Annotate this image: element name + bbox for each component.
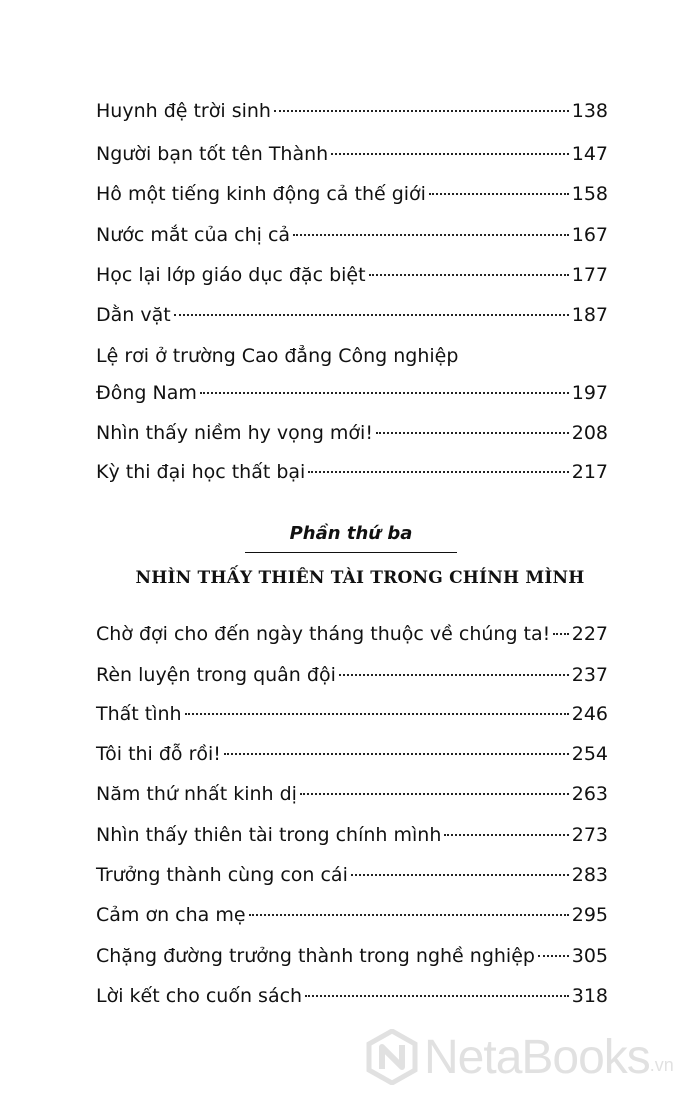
toc-entry <box>96 262 608 288</box>
toc-entry-title: Lời kết cho cuốn sách <box>96 985 303 1007</box>
watermark-brand: NetaBooks <box>424 1030 650 1084</box>
toc-entry-page: 227 <box>571 623 608 645</box>
dot-leader <box>293 234 569 236</box>
dot-leader <box>308 471 568 473</box>
dot-leader <box>351 874 569 876</box>
toc-entry <box>96 701 608 727</box>
netabooks-watermark <box>366 1027 674 1087</box>
dot-leader <box>376 432 569 434</box>
toc-entry-title: Năm thứ nhất kinh dị <box>96 783 297 805</box>
toc-entry-title: Rèn luyện trong quân đội <box>96 664 336 686</box>
toc-entry-title: Trưởng thành cùng con cái <box>96 864 348 886</box>
toc-entry-page: 147 <box>571 143 608 165</box>
toc-entry <box>96 902 608 928</box>
toc-entry-title-line1: Lệ rơi ở trường Cao đẳng Công nghiệp <box>96 345 459 367</box>
dot-leader <box>185 713 569 715</box>
toc-entry-page: 208 <box>571 422 608 444</box>
toc-entry-title: Tôi thi đỗ rồi! <box>96 743 221 765</box>
toc-entry-title: Hô một tiếng kinh động cả thế giới <box>96 183 426 205</box>
toc-entry <box>96 420 608 446</box>
toc-entry-title: Nhìn thấy niềm hy vọng mới! <box>96 422 373 444</box>
dot-leader <box>200 392 569 394</box>
toc-entry-page: 187 <box>571 304 608 326</box>
toc-entry-title: Nhìn thấy thiên tài trong chính mình <box>96 824 442 846</box>
toc-entry-page: 295 <box>571 904 608 926</box>
toc-entry-title: Người bạn tốt tên Thành <box>96 143 329 165</box>
dot-leader <box>331 153 569 155</box>
toc-entry-page: 254 <box>571 743 608 765</box>
toc-entry-page: 263 <box>571 783 608 805</box>
toc-entry <box>96 459 608 485</box>
toc-entry <box>96 862 608 888</box>
toc-entry <box>96 141 608 167</box>
toc-entry-page: 318 <box>571 985 608 1007</box>
dot-leader <box>444 834 568 836</box>
toc-entry-title: Đông Nam <box>96 382 197 404</box>
dot-leader <box>429 193 569 195</box>
toc-entry-page: 197 <box>571 382 608 404</box>
dot-leader <box>305 995 569 997</box>
toc-entry <box>96 943 608 969</box>
part-title: NHÌN THẤY THIÊN TÀI TRONG CHÍNH MÌNH <box>135 568 585 588</box>
toc-entry-page: 138 <box>571 100 608 122</box>
toc-entry-title: Chờ đợi cho đến ngày tháng thuộc về chúng ta! <box>96 623 551 645</box>
toc-entry <box>96 222 608 248</box>
toc-entry <box>96 662 608 688</box>
toc-entry <box>96 98 608 124</box>
toc-entry-page: 273 <box>571 824 608 846</box>
toc-entry-title: Thất tình <box>96 703 182 725</box>
toc-entry <box>96 380 608 406</box>
toc-entry-page: 305 <box>571 945 608 967</box>
dot-leader <box>274 110 569 112</box>
toc-entry-title: Dằn vặt <box>96 304 171 326</box>
toc-entry-page: 167 <box>571 224 608 246</box>
toc-entry-title: Học lại lớp giáo dục đặc biệt <box>96 264 366 286</box>
watermark-suffix: .vn <box>649 1054 674 1075</box>
toc-entry-title: Chặng đường trưởng thành trong nghề nghiệp <box>96 945 535 967</box>
toc-entry <box>96 781 608 807</box>
dot-leader <box>174 314 569 316</box>
dot-leader <box>224 753 569 755</box>
part-label: Phần thứ ba <box>245 523 457 553</box>
toc-entry-page: 283 <box>571 864 608 886</box>
dot-leader <box>538 955 569 957</box>
toc-entry <box>96 302 608 328</box>
toc-entry-page: 246 <box>571 703 608 725</box>
dot-leader <box>249 914 569 916</box>
dot-leader <box>339 674 569 676</box>
dot-leader <box>553 633 568 635</box>
toc-entry-title: Nước mắt của chị cả <box>96 224 291 246</box>
dot-leader <box>369 274 569 276</box>
netabooks-logo-icon <box>366 1029 418 1085</box>
toc-entry <box>96 621 608 647</box>
toc-entry-title: Huynh đệ trời sinh <box>96 100 271 122</box>
dot-leader <box>300 793 569 795</box>
toc-entry <box>96 181 608 207</box>
toc-entry-title: Cảm ơn cha mẹ <box>96 904 246 926</box>
toc-entry-page: 158 <box>571 183 608 205</box>
toc-entry-page: 217 <box>571 461 608 483</box>
toc-entry <box>96 983 608 1009</box>
toc-entry-title: Kỳ thi đại học thất bại <box>96 461 306 483</box>
toc-entry <box>96 741 608 767</box>
toc-entry <box>96 822 608 848</box>
toc-entry-page: 237 <box>571 664 608 686</box>
toc-entry-page: 177 <box>571 264 608 286</box>
